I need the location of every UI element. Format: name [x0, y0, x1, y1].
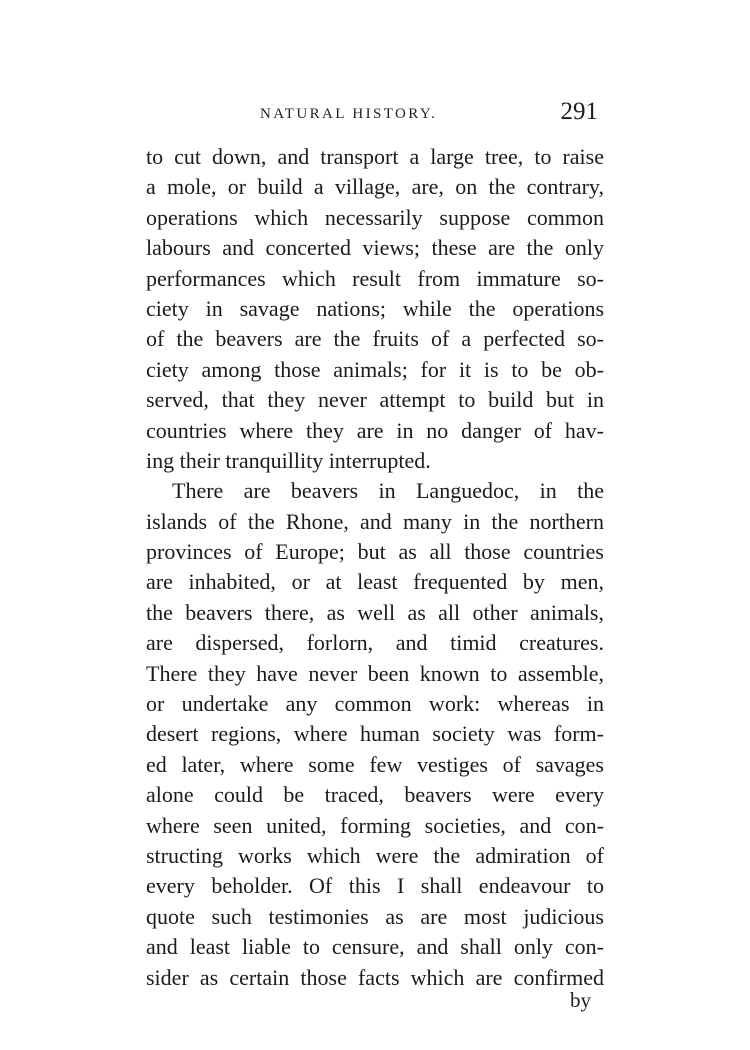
text-line: There they have never been known to assemble,: [146, 660, 604, 686]
page-number: 291: [560, 98, 598, 125]
text-line: operations which necessarily suppose common: [146, 204, 604, 230]
text-line: countries where they are in no danger of hav-: [146, 417, 604, 443]
paragraph: [146, 476, 604, 993]
text-line: quote such testimonies as are most judicious: [146, 903, 604, 929]
text-line: where seen united, forming societies, and con-: [146, 812, 604, 838]
text-line: provinces of Europe; but as all those countries: [146, 539, 604, 565]
text-line: every beholder. Of this I shall endeavour to: [146, 873, 604, 899]
text-line: a mole, or build a village, are, on the contrary,: [146, 174, 604, 200]
text-line: islands of the Rhone, and many in the northern: [146, 508, 604, 534]
text-line: are inhabited, or at least frequented by men,: [146, 569, 604, 595]
text-line: performances which result from immature so-: [146, 265, 604, 291]
text-line: to cut down, and transport a large tree, to raise: [146, 144, 604, 169]
running-title: NATURAL HISTORY.: [260, 106, 438, 122]
text-line: ciety in savage nations; while the operations: [146, 295, 604, 321]
text-line: desert regions, where human society was form-: [146, 721, 604, 747]
text-line: There are beavers in Languedoc, in the: [172, 478, 604, 504]
text-line: the beavers there, as well as all other animals,: [146, 599, 604, 625]
text-line: ed later, where some few vestiges of savages: [146, 751, 604, 777]
running-head: [260, 100, 600, 130]
text-line: labours and concerted views; these are the only: [146, 235, 604, 261]
text-line: and least liable to censure, and shall only con-: [146, 934, 604, 960]
text-line: or undertake any common work: whereas in: [146, 691, 604, 717]
text-line: served, that they never attempt to build but in: [146, 387, 604, 413]
text-line: ciety among those animals; for it is to be ob-: [146, 356, 604, 382]
text-line: are dispersed, forlorn, and timid creatures.: [146, 630, 604, 656]
catchword: by: [570, 988, 591, 1012]
text-line: structing works which were the admiration of: [146, 842, 604, 868]
text-line: of the beavers are the fruits of a perfected so-: [146, 326, 604, 352]
text-line: sider as certain those facts which are confirmed: [146, 964, 604, 990]
text-line: ing their tranquillity interrupted.: [146, 447, 431, 473]
paragraph: [146, 142, 604, 476]
body-text: [146, 142, 604, 993]
text-line: alone could be traced, beavers were every: [146, 782, 604, 808]
